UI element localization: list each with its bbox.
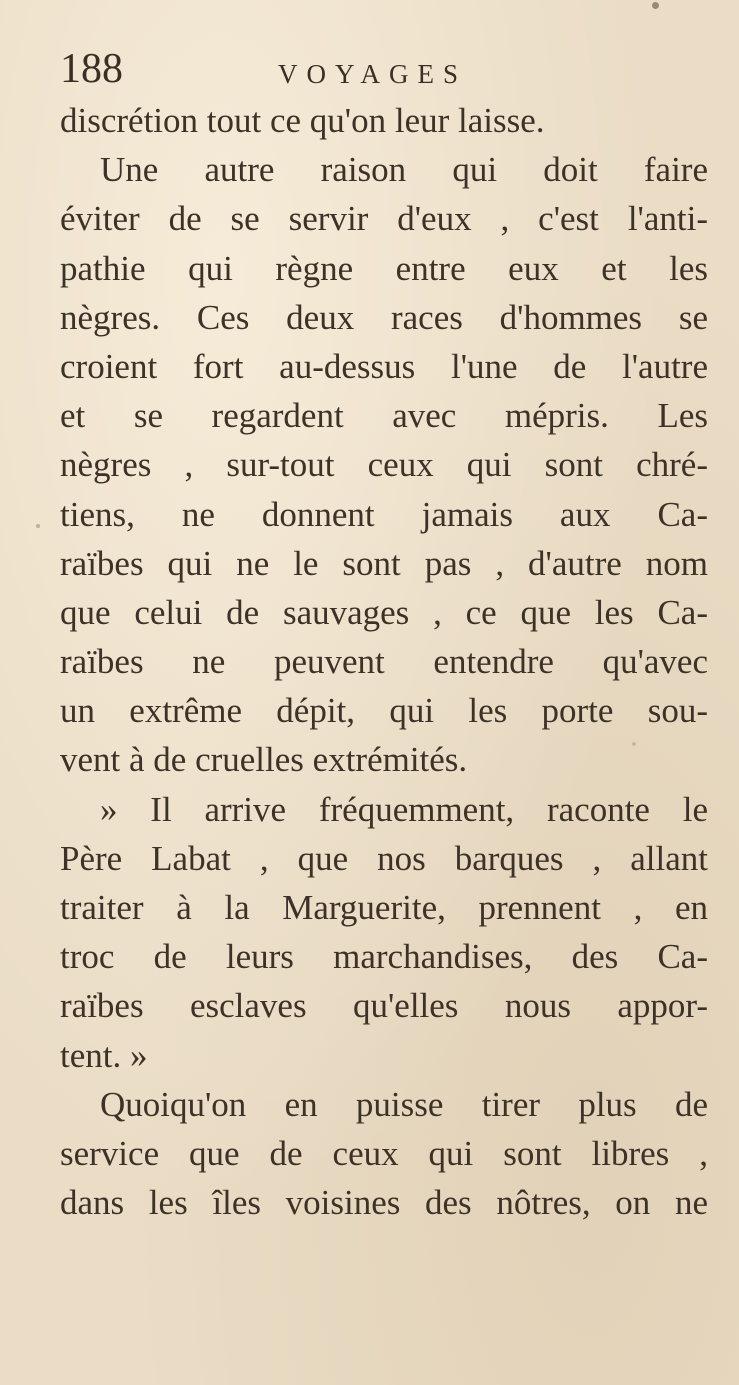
page-number: 188 [60, 46, 123, 92]
text-line: » Il arrive fréquemment, raconte le [100, 789, 708, 829]
text-line: Quoiqu'on en puisse tirer plus de [100, 1084, 708, 1124]
text-line: Père Labat , que nos barques , allant [60, 838, 708, 878]
text-line: un extrême dépit, qui les porte sou- [60, 691, 708, 731]
text-line: éviter de se servir d'eux , c'est l'anti- [60, 199, 708, 239]
text-line: vent à de cruelles extrémités. [60, 740, 468, 780]
text-line: que celui de sauvages , ce que les Ca- [60, 592, 708, 632]
text-line: nègres , sur-tout ceux qui sont chré- [60, 445, 708, 485]
ink-speck [36, 524, 40, 528]
text-line: raïbes qui ne le sont pas , d'autre nom [60, 543, 708, 583]
text-line: pathie qui règne entre eux et les [60, 248, 708, 288]
text-line: traiter à la Marguerite, prennent , en [60, 888, 708, 927]
ink-speck [652, 2, 659, 9]
text-line: et se regardent avec mépris. Les [60, 396, 708, 436]
text-line: raïbes esclaves qu'elles nous appor- [60, 986, 708, 1026]
text-line: tent. » [60, 1035, 148, 1075]
ink-speck [632, 742, 636, 746]
page-header [60, 44, 700, 94]
text-line: discrétion tout ce qu'on leur laisse. [60, 101, 545, 140]
text-line: raïbes ne peuvent entendre qu'avec [60, 642, 708, 682]
text-line: dans les îles voisines des nôtres, on ne [60, 1183, 708, 1223]
body-text [60, 96, 708, 1227]
text-line: service que de ceux qui sont libres , [60, 1133, 708, 1173]
text-line: croient fort au-dessus l'une de l'autre [60, 346, 708, 386]
text-line: tiens, ne donnent jamais aux Ca- [60, 494, 708, 534]
text-line: troc de leurs marchandises, des Ca- [60, 937, 708, 977]
text-line: nègres. Ces deux races d'hommes se [60, 297, 708, 337]
text-line: Une autre raison qui doit faire [100, 150, 708, 190]
running-head: VOYAGES [278, 59, 468, 89]
